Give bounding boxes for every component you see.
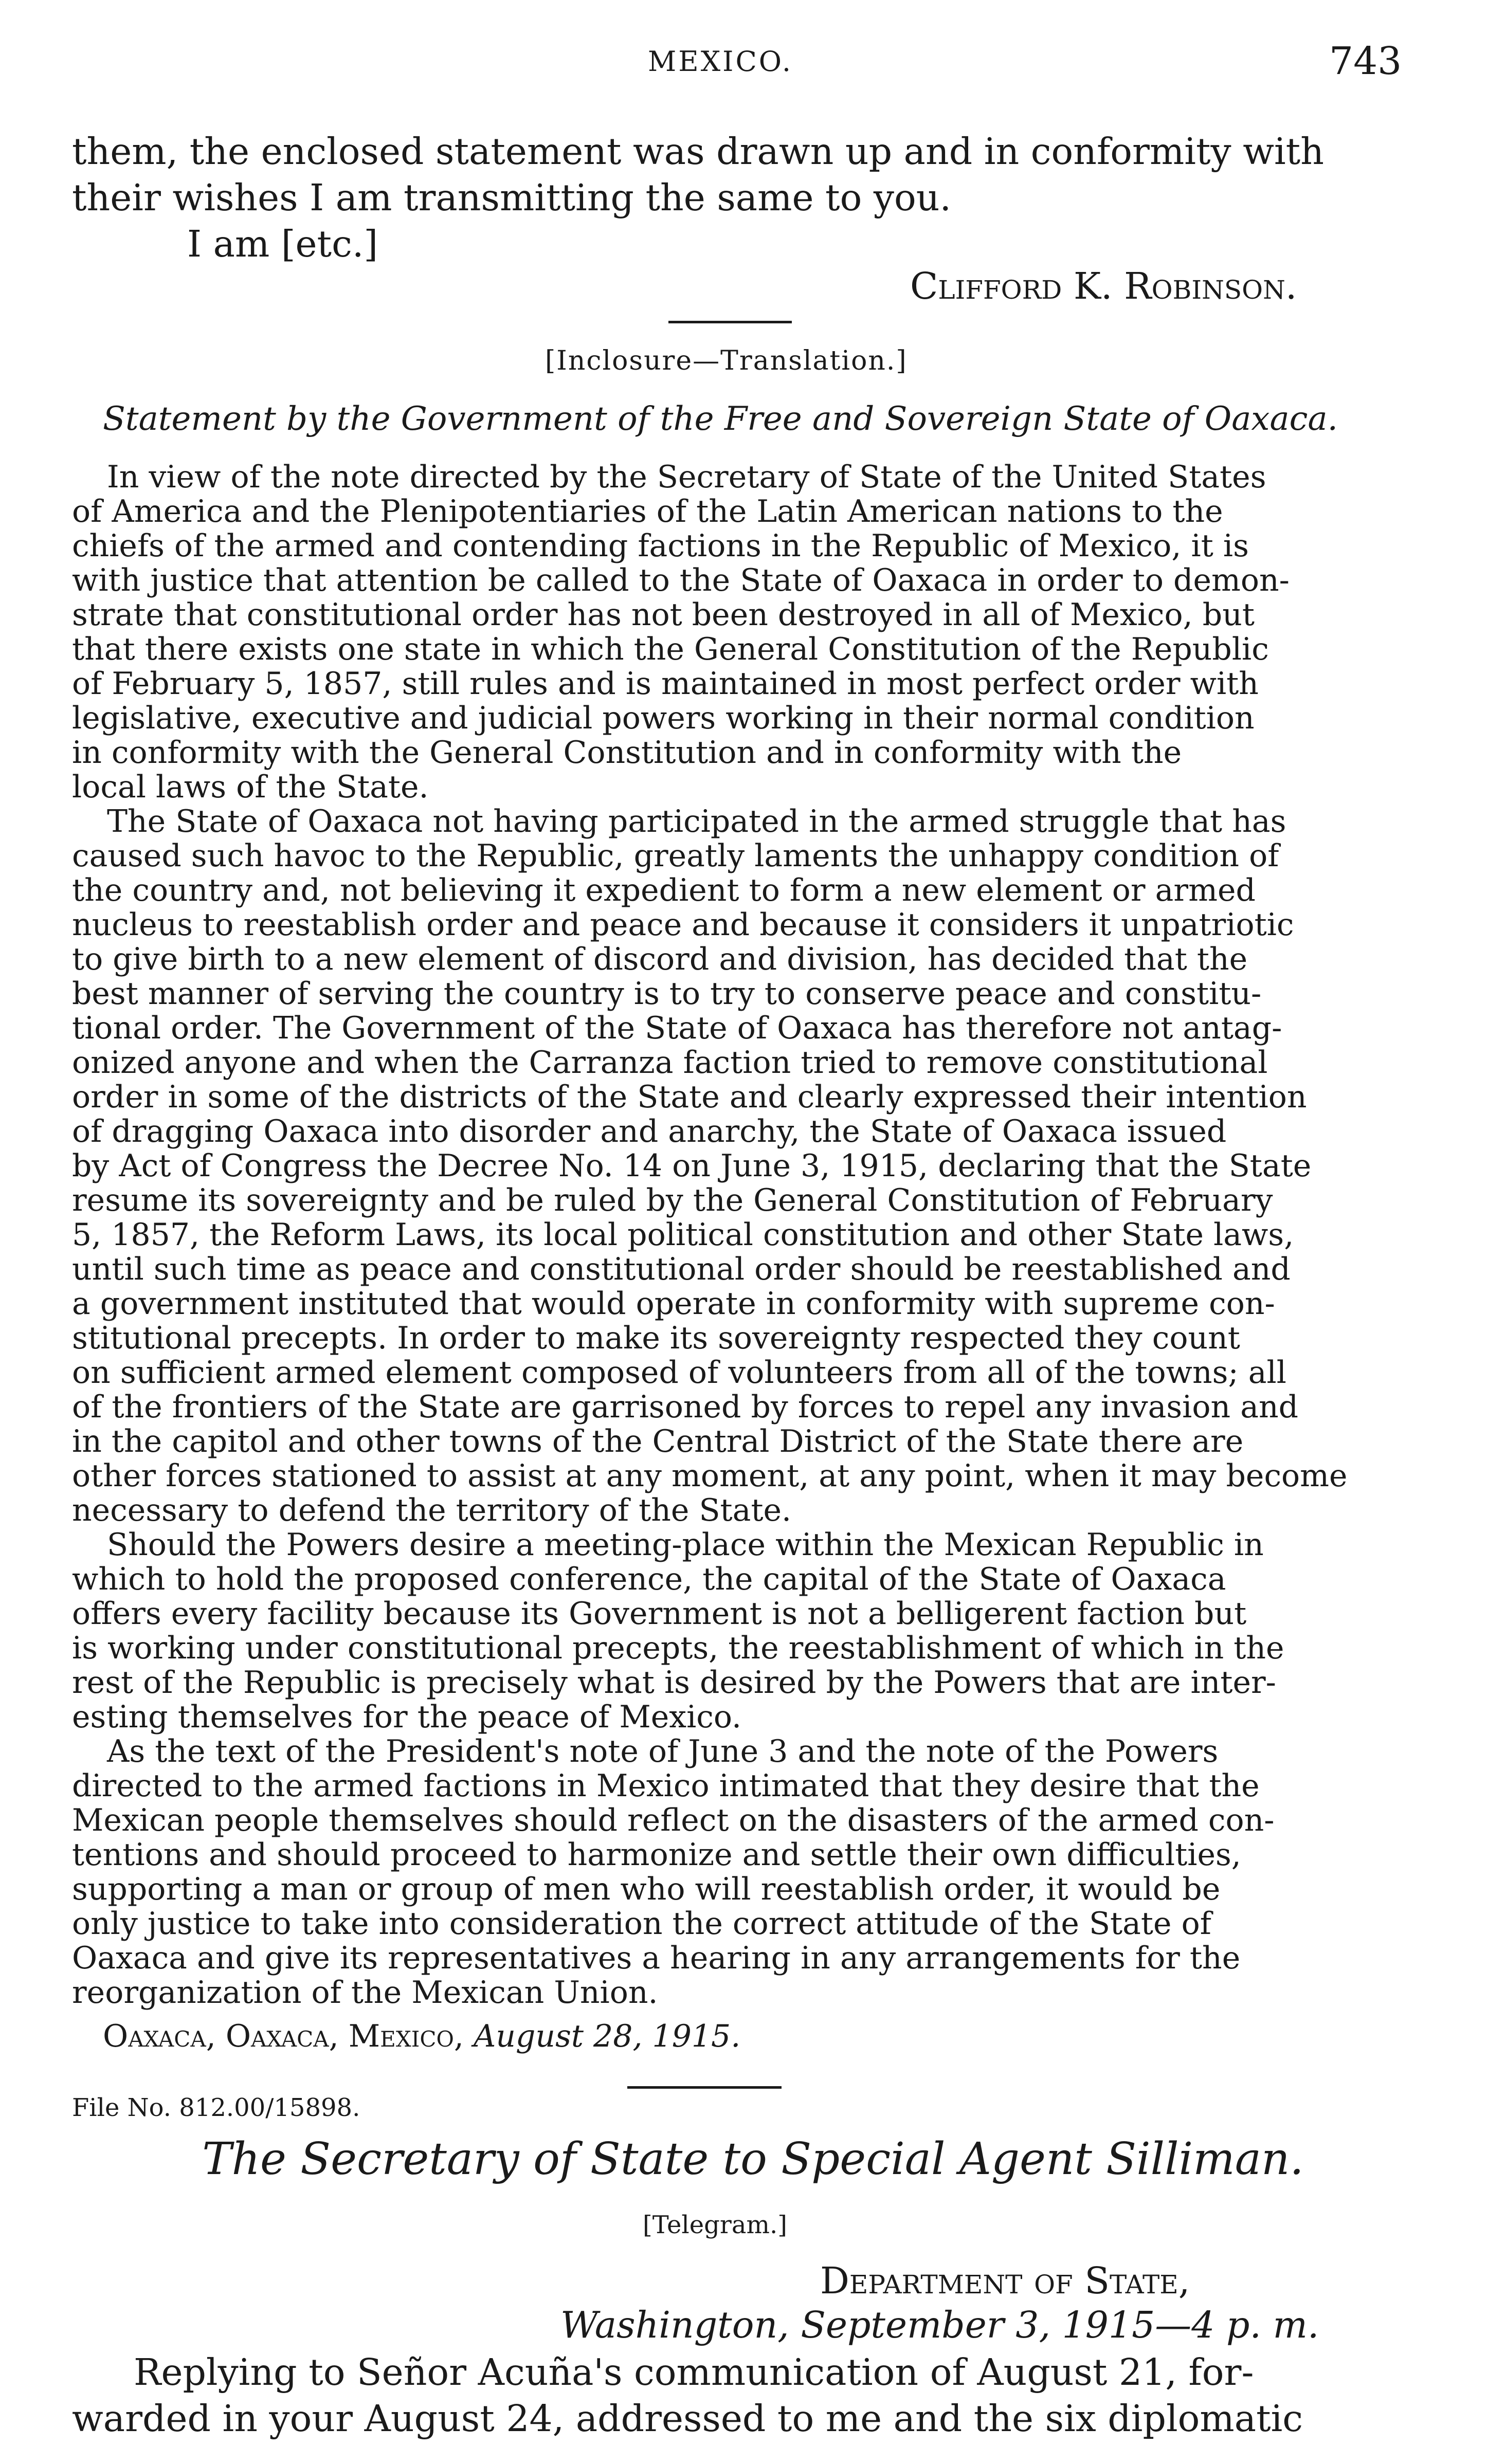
text-line: other forces stationed to assist at any moment, at any point, when it may become bbox=[72, 1458, 1348, 1494]
text-line: Oaxaca and give its representatives a hearing in any arrangements for the bbox=[72, 1940, 1241, 1976]
statement-title: Statement by the Government of the Free and Sovereign State of Oaxaca. bbox=[103, 400, 1338, 438]
dateline-place: Oaxaca, Oaxaca, Mexico, bbox=[103, 2018, 464, 2054]
text-line: chiefs of the armed and contending factions in the Republic of Mexico, it is bbox=[72, 528, 1249, 564]
telegram-label: [Telegram.] bbox=[643, 2211, 787, 2239]
text-line: supporting a man or group of men who will reestablish order, it would be bbox=[72, 1871, 1221, 1907]
page-number: 743 bbox=[1329, 39, 1402, 83]
place-date: Washington, September 3, 1915—4 p. m. bbox=[560, 2304, 1319, 2346]
text-line: with justice that attention be called to the State of Oaxaca in order to demon- bbox=[72, 562, 1290, 598]
text-line: by Act of Congress the Decree No. 14 on June 3, 1915, declaring that the State bbox=[72, 1148, 1312, 1184]
letter-close-text bbox=[72, 129, 1409, 221]
text-line: onized anyone and when the Carranza faction tried to remove constitutional bbox=[72, 1045, 1268, 1081]
text-line: tional order. The Government of the State of Oaxaca has therefore not antag- bbox=[72, 1010, 1282, 1046]
closing-formula: I am [etc.] bbox=[187, 223, 378, 265]
text-line: reorganization of the Mexican Union. bbox=[72, 1975, 658, 2011]
statement-paragraph-2 bbox=[72, 805, 1409, 1528]
text-line: order in some of the districts of the State and clearly expressed their intention bbox=[72, 1079, 1307, 1115]
text-line: a government instituted that would operate in conformity with supreme con- bbox=[72, 1286, 1275, 1322]
text-line: only justice to take into consideration the correct attitude of the State of bbox=[72, 1906, 1211, 1942]
text-line: rest of the Republic is precisely what is desired by the Powers that are inter- bbox=[72, 1665, 1276, 1701]
text-line: As the text of the President's note of June 3 and the note of the Powers bbox=[107, 1733, 1219, 1769]
text-line: best manner of serving the country is to try to conserve peace and constitu- bbox=[72, 976, 1262, 1012]
text-line: directed to the armed factions in Mexico intimated that they desire that the bbox=[72, 1768, 1260, 1804]
text-line: on sufficient armed element composed of volunteers from all of the towns; all bbox=[72, 1355, 1286, 1391]
text-line: to give birth to a new element of discord and division, has decided that the bbox=[72, 941, 1248, 977]
divider-rule bbox=[668, 321, 792, 323]
statement-paragraph-4 bbox=[72, 1735, 1409, 2010]
statement-paragraph-1 bbox=[72, 460, 1409, 805]
document-title bbox=[0, 2133, 1506, 2185]
text-line: 5, 1857, the Reform Laws, its local political constitution and other State laws, bbox=[72, 1217, 1294, 1253]
statement-paragraph-3 bbox=[72, 1528, 1409, 1735]
telegram-body bbox=[72, 2349, 1409, 2442]
text-line: strate that constitutional order has not been destroyed in all of Mexico, but bbox=[72, 597, 1255, 633]
statement-dateline bbox=[103, 2019, 740, 2054]
text-line: necessary to defend the territory of the State. bbox=[72, 1492, 792, 1528]
text-line: caused such havoc to the Republic, greatly laments the unhappy condition of bbox=[72, 838, 1279, 874]
text-line: that there exists one state in which the General Constitution of the Republic bbox=[72, 631, 1269, 667]
signature: Clifford K. Robinson. bbox=[910, 265, 1297, 307]
text-line: resume its sovereignty and be ruled by the General Constitution of February bbox=[72, 1182, 1273, 1218]
inclosure-label: [Inclosure—Translation.] bbox=[545, 345, 908, 376]
text-line: nucleus to reestablish order and peace and because it considers it unpatriotic bbox=[72, 907, 1294, 943]
text-line: legislative, executive and judicial powers working in their normal condition bbox=[72, 700, 1255, 736]
sender-office: Department of State, bbox=[820, 2259, 1190, 2302]
text-line: of America and the Plenipotentiaries of the Latin American nations to the bbox=[72, 494, 1223, 530]
text-line: Replying to Señor Acuña's communication of August 21, for- bbox=[134, 2351, 1254, 2394]
text-line: of the frontiers of the State are garrisoned by forces to repel any invasion and bbox=[72, 1389, 1299, 1425]
dateline-date: August 28, 1915. bbox=[474, 2018, 741, 2054]
text-line: tentions and should proceed to harmonize and settle their own difficulties, bbox=[72, 1837, 1241, 1873]
text-line: Mexican people themselves should reflect on the disasters of the armed con- bbox=[72, 1802, 1275, 1838]
letter-line: them, the enclosed statement was drawn up and in conformity with bbox=[72, 130, 1324, 173]
text-line: is working under constitutional precepts, the reestablishment of which in the bbox=[72, 1630, 1284, 1666]
text-line: of dragging Oaxaca into disorder and anarchy, the State of Oaxaca issued bbox=[72, 1114, 1227, 1149]
text-line: until such time as peace and constitutional order should be reestablished and bbox=[72, 1251, 1291, 1287]
file-number: File No. 812.00/15898. bbox=[72, 2093, 360, 2122]
text-line: which to hold the proposed conference, the capital of the State of Oaxaca bbox=[72, 1561, 1226, 1597]
running-title: MEXICO. bbox=[648, 45, 793, 78]
text-line: stitutional precepts. In order to make its sovereignty respected they count bbox=[72, 1320, 1240, 1356]
text-line: local laws of the State. bbox=[72, 769, 429, 805]
divider-rule bbox=[627, 2086, 782, 2089]
text-line: esting themselves for the peace of Mexico. bbox=[72, 1699, 742, 1735]
text-line: in conformity with the General Constitution and in conformity with the bbox=[72, 735, 1182, 771]
text-line: the country and, not believing it expedient to form a new element or armed bbox=[72, 872, 1256, 908]
text-line: of February 5, 1857, still rules and is maintained in most perfect order with bbox=[72, 666, 1259, 702]
text-line: warded in your August 24, addressed to me and the six diplomatic bbox=[72, 2397, 1303, 2440]
running-head bbox=[0, 39, 1506, 92]
text-line: The State of Oaxaca not having participated in the armed struggle that has bbox=[107, 804, 1286, 839]
text-line: in the capitol and other towns of the Central District of the State there are bbox=[72, 1423, 1244, 1459]
text-line: In view of the note directed by the Secretary of State of the United States bbox=[107, 459, 1266, 495]
text-line: Should the Powers desire a meeting-place within the Mexican Republic in bbox=[107, 1527, 1264, 1563]
letter-line: their wishes I am transmitting the same to you. bbox=[72, 176, 952, 219]
document-title-text: The Secretary of State to Special Agent Silliman. bbox=[202, 2133, 1304, 2185]
text-line: offers every facility because its Government is not a belligerent faction but bbox=[72, 1596, 1247, 1632]
